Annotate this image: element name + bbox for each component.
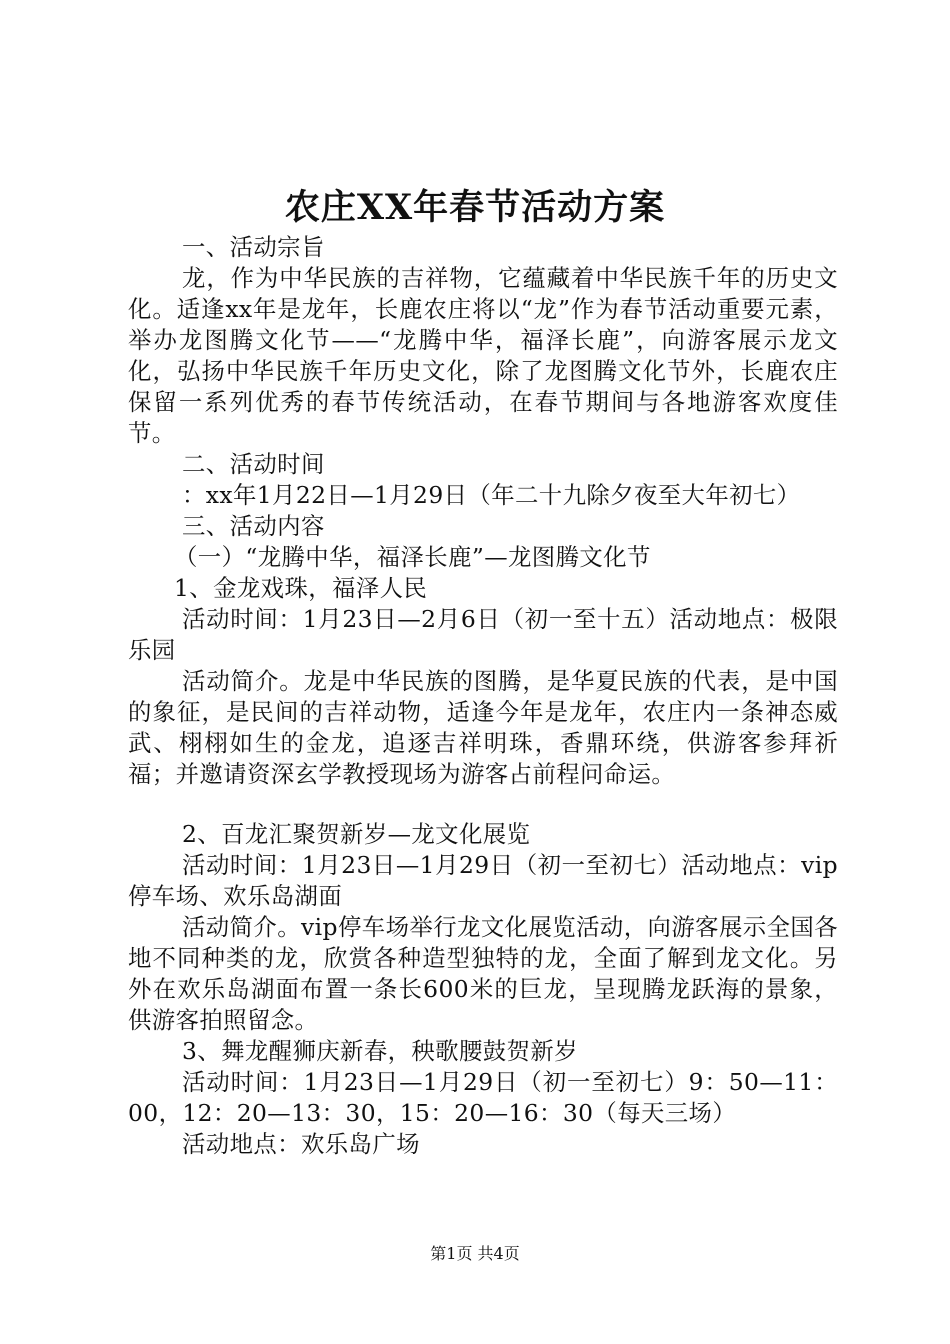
item-heading-2: 2、百龙汇聚贺新岁—龙文化展览 <box>182 820 531 848</box>
section-heading-purpose: 一、活动宗旨 <box>182 233 325 261</box>
item-3-time: 活动时间：1月23日—1月29日（初一至初七）9：50—11：00，12：20—13：30，15：20—16：30（每天三场） <box>128 1068 838 1127</box>
subsection-heading-festival: （一）“龙腾中华，福泽长鹿”—龙图腾文化节 <box>174 543 651 571</box>
document-body <box>128 232 838 1160</box>
section-heading-time: 二、活动时间 <box>182 450 325 478</box>
section-heading-content: 三、活动内容 <box>182 512 325 540</box>
item-2-time-place: 活动时间：1月23日—1月29日（初一至初七）活动地点：vip停车场、欢乐岛湖面 <box>128 851 838 910</box>
paragraph-time: ：xx年1月22日—1月29日（年二十九除夕夜至大年初七） <box>182 481 801 509</box>
paragraph-purpose: 龙，作为中华民族的吉祥物，它蕴藏着中华民族千年的历史文化。适逢xx年是龙年，长鹿农庄将以“龙”作为春节活动重要元素，举办龙图腾文化节——“龙腾中华，福泽长鹿”，向游客展示龙文化，弘扬中华民族千年历史文化，除了龙图腾文化节外，长鹿农庄保留一系列优秀的春节传统活动，在春节期间与各地游客欢度佳节。 <box>128 264 838 447</box>
item-3-place: 活动地点：欢乐岛广场 <box>182 1130 420 1158</box>
item-1-time-place: 活动时间：1月23日—2月6日（初一至十五）活动地点：极限乐园 <box>128 605 838 664</box>
item-1-intro: 活动简介。龙是中华民族的图腾，是华夏民族的代表，是中国的象征，是民间的吉祥动物，适逢今年是龙年，农庄内一条神态威武、栩栩如生的金龙，追逐吉祥明珠，香鼎环绕，供游客参拜祈福；并邀请资深玄学教授现场为游客占前程问命运。 <box>128 667 838 788</box>
blank-line <box>128 790 838 819</box>
item-heading-1: 1、金龙戏珠，福泽人民 <box>174 574 428 602</box>
item-heading-3: 3、舞龙醒狮庆新春，秧歌腰鼓贺新岁 <box>182 1037 578 1065</box>
document-title: 农庄XX年春节活动方案 <box>284 187 666 228</box>
page-number-footer: 第1页 共4页 <box>430 1244 520 1263</box>
item-2-intro: 活动简介。vip停车场举行龙文化展览活动，向游客展示全国各地不同种类的龙，欣赏各种造型独特的龙，全面了解到龙文化。另外在欢乐岛湖面布置一条长600米的巨龙，呈现腾龙跃海的景象，供游客拍照留念。 <box>128 913 838 1034</box>
